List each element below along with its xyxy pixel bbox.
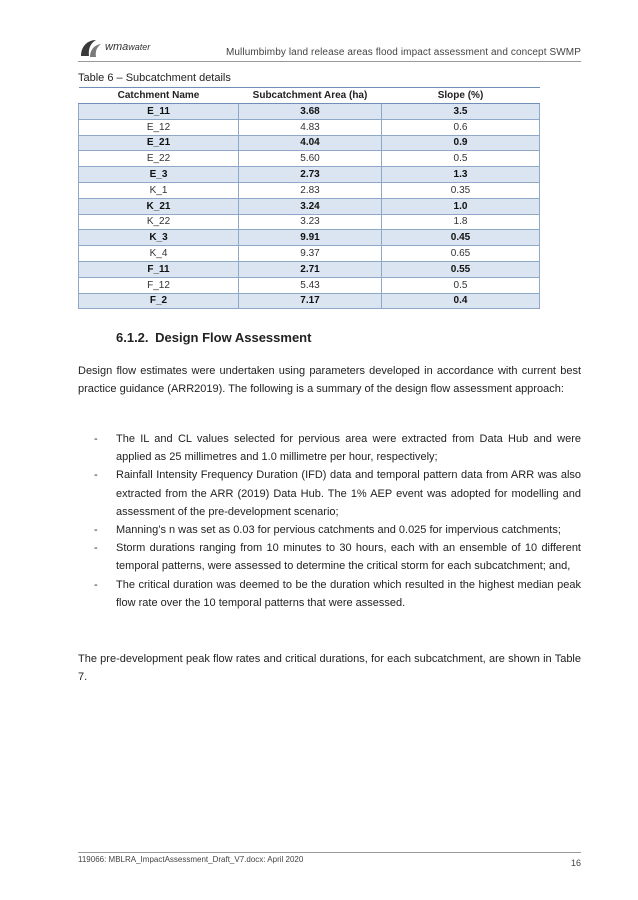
area-cell: 5.60 (239, 151, 382, 167)
slope-cell: 0.65 (382, 246, 540, 262)
list-item-text: Storm durations ranging from 10 minutes to 30 hours, each with an ensemble of 10 different temporal patterns, were assessed to determine the critical storm for each subcatchment; and, (116, 542, 581, 573)
table-row (79, 119, 540, 135)
slope-cell: 0.55 (382, 261, 540, 277)
table-row (79, 214, 540, 230)
table-caption: Table 6 – Subcatchment details (78, 72, 231, 84)
page-header (78, 36, 581, 60)
slope-cell: 1.8 (382, 214, 540, 230)
slope-cell: 1.3 (382, 167, 540, 183)
wave-logo-icon (78, 36, 104, 60)
section-heading (116, 330, 311, 345)
catchment-cell: K_1 (79, 182, 239, 198)
slope-cell: 0.9 (382, 135, 540, 151)
bullet-marker: - (94, 433, 98, 445)
list-item-text: The critical duration was deemed to be the duration which resulted in the highest median peak flow rate over the 10 temporal patterns that were assessed. (116, 578, 581, 609)
section-title: Design Flow Assessment (155, 330, 312, 345)
area-cell: 5.43 (239, 277, 382, 293)
column-header: Slope (%) (382, 88, 540, 104)
slope-cell: 0.4 (382, 293, 540, 309)
area-cell: 4.83 (239, 119, 382, 135)
list-item (78, 576, 581, 612)
catchment-cell: E_21 (79, 135, 239, 151)
slope-cell: 0.5 (382, 277, 540, 293)
section-number: 6.1.2. (116, 330, 149, 345)
area-cell: 3.24 (239, 198, 382, 214)
table-row (79, 198, 540, 214)
bullet-marker: - (94, 578, 98, 591)
list-item (78, 466, 581, 521)
slope-cell: 0.45 (382, 230, 540, 246)
slope-cell: 0.5 (382, 151, 540, 167)
list-item-text: Rainfall Intensity Frequency Duration (IFD) data and temporal pattern data from ARR was also extracted from the ARR (2019) Data Hub. The 1% AEP event was adopted for modelling and assessment of the pre-development scenario; (116, 469, 581, 518)
area-cell: 2.73 (239, 167, 382, 183)
subcatchment-table (78, 87, 540, 309)
document-title: Mullumbimby land release areas flood impact assessment and concept SWMP (225, 47, 581, 58)
wma-water-logo (78, 36, 156, 60)
table-row (79, 151, 540, 167)
table-row (79, 246, 540, 262)
slope-cell: 3.5 (382, 104, 540, 120)
slope-cell: 0.35 (382, 182, 540, 198)
area-cell: 2.83 (239, 182, 382, 198)
catchment-cell: K_4 (79, 246, 239, 262)
table-row (79, 135, 540, 151)
assessment-approach-list (78, 430, 581, 612)
table-row (79, 293, 540, 309)
slope-cell: 1.0 (382, 198, 540, 214)
list-item (78, 521, 581, 539)
catchment-cell: F_2 (79, 293, 239, 309)
table-row (79, 182, 540, 198)
page-number: 16 (570, 858, 581, 868)
document-reference: 119066: MBLRA_ImpactAssessment_Draft_V7.docx: April 2020 (78, 855, 304, 864)
list-item-text: The IL and CL values selected for pervious area were extracted from Data Hub and were applied as 25 millimetres and 1.0 millimetre per hour, respectively; (116, 433, 581, 464)
list-item (78, 430, 581, 466)
area-cell: 3.23 (239, 214, 382, 230)
header-divider (78, 61, 581, 62)
catchment-cell: F_12 (79, 277, 239, 293)
table-row (79, 104, 540, 120)
area-cell: 9.37 (239, 246, 382, 262)
area-cell: 7.17 (239, 293, 382, 309)
table-row (79, 167, 540, 183)
catchment-cell: K_3 (79, 230, 239, 246)
table-row (79, 230, 540, 246)
area-cell: 4.04 (239, 135, 382, 151)
bullet-marker: - (94, 524, 98, 537)
catchment-cell: K_22 (79, 214, 239, 230)
slope-cell: 0.6 (382, 119, 540, 135)
catchment-cell: E_3 (79, 167, 239, 183)
table-row (79, 261, 540, 277)
catchment-cell: E_12 (79, 119, 239, 135)
catchment-cell: E_11 (79, 104, 239, 120)
list-item-text: Manning’s n was set as 0.03 for pervious catchments and 0.025 for impervious catchments; (116, 524, 561, 537)
catchment-cell: K_21 (79, 198, 239, 214)
catchment-cell: E_22 (79, 151, 239, 167)
area-cell: 2.71 (239, 261, 382, 277)
list-item (78, 539, 581, 575)
intro-paragraph: Design flow estimates were undertaken using parameters developed in accordance with current best practice guidance (ARR2019). The following is a summary of the design flow assessment approach: (78, 365, 581, 396)
area-cell: 9.91 (239, 230, 382, 246)
column-header: Subcatchment Area (ha) (239, 88, 382, 104)
table-row (79, 277, 540, 293)
column-header: Catchment Name (79, 88, 239, 104)
bullet-marker: - (94, 469, 98, 482)
closing-paragraph: The pre-development peak flow rates and critical durations, for each subcatchment, are shown in Table 7. (78, 653, 581, 684)
area-cell: 3.68 (239, 104, 382, 120)
table-header-row (79, 88, 540, 104)
catchment-cell: F_11 (79, 261, 239, 277)
bullet-marker: - (94, 542, 98, 555)
logo-text: wmawater (105, 41, 151, 53)
footer-divider (78, 852, 581, 853)
